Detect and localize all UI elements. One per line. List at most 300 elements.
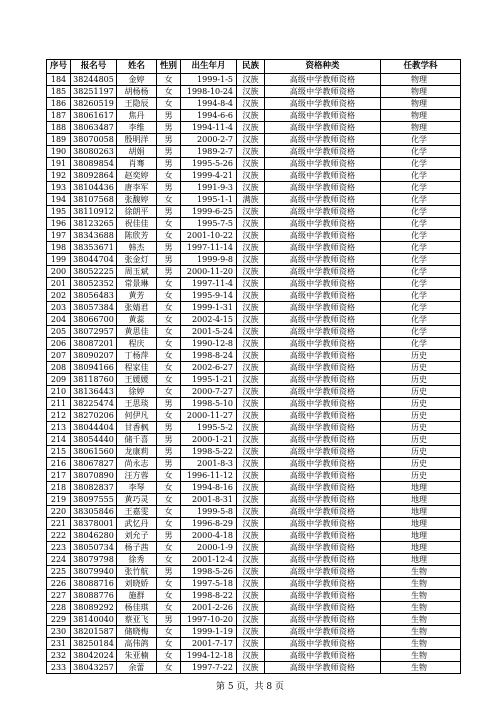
cell-birth-date: 2000-4-18 xyxy=(181,530,237,542)
cell-index: 187 xyxy=(47,110,71,122)
cell-qualification: 高级中学教师资格 xyxy=(265,386,381,398)
cell-qualification: 高级中学教师资格 xyxy=(265,638,381,650)
cell-qualification: 高级中学教师资格 xyxy=(265,230,381,242)
cell-name: 金婷 xyxy=(117,74,157,86)
cell-gender: 男 xyxy=(157,134,181,146)
cell-qualification: 高级中学教师资格 xyxy=(265,554,381,566)
cell-registration-no: 38044404 xyxy=(71,422,117,434)
table-row xyxy=(47,506,461,518)
cell-index: 231 xyxy=(47,638,71,650)
cell-index: 204 xyxy=(47,314,71,326)
cell-birth-date: 1995-9-14 xyxy=(181,290,237,302)
cell-ethnicity: 汉族 xyxy=(237,182,265,194)
cell-name: 黄巧灵 xyxy=(117,494,157,506)
cell-index: 206 xyxy=(47,338,71,350)
cell-gender: 男 xyxy=(157,158,181,170)
cell-subject: 化学 xyxy=(381,290,461,302)
cell-subject: 生物 xyxy=(381,566,461,578)
cell-birth-date: 1997-11-4 xyxy=(181,278,237,290)
cell-ethnicity: 汉族 xyxy=(237,542,265,554)
header-gender: 性别 xyxy=(157,60,181,74)
cell-birth-date: 2002-4-15 xyxy=(181,314,237,326)
cell-birth-date: 1998-8-24 xyxy=(181,350,237,362)
cell-ethnicity: 汉族 xyxy=(237,110,265,122)
cell-index: 219 xyxy=(47,494,71,506)
cell-ethnicity: 汉族 xyxy=(237,134,265,146)
cell-qualification: 高级中学教师资格 xyxy=(265,278,381,290)
cell-qualification: 高级中学教师资格 xyxy=(265,326,381,338)
cell-qualification: 高级中学教师资格 xyxy=(265,626,381,638)
cell-registration-no: 38066700 xyxy=(71,314,117,326)
cell-index: 221 xyxy=(47,518,71,530)
cell-ethnicity: 汉族 xyxy=(237,506,265,518)
cell-qualification: 高级中学教师资格 xyxy=(265,518,381,530)
cell-ethnicity: 汉族 xyxy=(237,98,265,110)
cell-registration-no: 38079940 xyxy=(71,566,117,578)
cell-registration-no: 38082837 xyxy=(71,482,117,494)
cell-registration-no: 38140040 xyxy=(71,614,117,626)
cell-gender: 女 xyxy=(157,194,181,206)
cell-registration-no: 38087201 xyxy=(71,338,117,350)
cell-birth-date: 1998-8-22 xyxy=(181,590,237,602)
cell-index: 229 xyxy=(47,614,71,626)
cell-name: 王嘉雯 xyxy=(117,506,157,518)
cell-ethnicity: 汉族 xyxy=(237,458,265,470)
cell-birth-date: 1990-12-8 xyxy=(181,338,237,350)
cell-birth-date: 1997-10-20 xyxy=(181,614,237,626)
cell-subject: 地理 xyxy=(381,530,461,542)
cell-gender: 男 xyxy=(157,146,181,158)
cell-birth-date: 2000-1-21 xyxy=(181,434,237,446)
cell-index: 197 xyxy=(47,230,71,242)
cell-registration-no: 38378001 xyxy=(71,518,117,530)
table-row xyxy=(47,86,461,98)
table-row xyxy=(47,122,461,134)
cell-subject: 化学 xyxy=(381,314,461,326)
cell-qualification: 高级中学教师资格 xyxy=(265,242,381,254)
cell-registration-no: 38136443 xyxy=(71,386,117,398)
cell-subject: 生物 xyxy=(381,626,461,638)
cell-subject: 化学 xyxy=(381,230,461,242)
cell-ethnicity: 汉族 xyxy=(237,398,265,410)
cell-name: 张竹航 xyxy=(117,566,157,578)
table-row xyxy=(47,74,461,86)
table-row xyxy=(47,662,461,674)
cell-index: 223 xyxy=(47,542,71,554)
table-row xyxy=(47,182,461,194)
cell-ethnicity: 汉族 xyxy=(237,326,265,338)
cell-ethnicity: 汉族 xyxy=(237,530,265,542)
cell-subject: 历史 xyxy=(381,350,461,362)
cell-index: 220 xyxy=(47,506,71,518)
cell-gender: 男 xyxy=(157,110,181,122)
cell-gender: 女 xyxy=(157,470,181,482)
table-row xyxy=(47,278,461,290)
cell-subject: 化学 xyxy=(381,158,461,170)
cell-registration-no: 38225474 xyxy=(71,398,117,410)
cell-qualification: 高级中学教师资格 xyxy=(265,650,381,662)
cell-ethnicity: 汉族 xyxy=(237,626,265,638)
cell-subject: 历史 xyxy=(381,362,461,374)
cell-registration-no: 38123265 xyxy=(71,218,117,230)
table-row xyxy=(47,110,461,122)
cell-gender: 男 xyxy=(157,446,181,458)
cell-birth-date: 1998-10-24 xyxy=(181,86,237,98)
cell-subject: 地理 xyxy=(381,482,461,494)
table-row xyxy=(47,410,461,422)
cell-subject: 化学 xyxy=(381,278,461,290)
header-name: 姓名 xyxy=(117,60,157,74)
cell-qualification: 高级中学教师资格 xyxy=(265,98,381,110)
cell-registration-no: 38063487 xyxy=(71,122,117,134)
cell-subject: 历史 xyxy=(381,410,461,422)
cell-subject: 化学 xyxy=(381,242,461,254)
cell-ethnicity: 汉族 xyxy=(237,614,265,626)
cell-subject: 生物 xyxy=(381,638,461,650)
cell-name: 尚永志 xyxy=(117,458,157,470)
table-row xyxy=(47,422,461,434)
cell-birth-date: 2002-6-27 xyxy=(181,362,237,374)
table-row xyxy=(47,170,461,182)
cell-index: 208 xyxy=(47,362,71,374)
cell-gender: 男 xyxy=(157,458,181,470)
cell-birth-date: 1998-5-22 xyxy=(181,446,237,458)
cell-subject: 地理 xyxy=(381,518,461,530)
cell-name: 杨子茜 xyxy=(117,542,157,554)
cell-ethnicity: 汉族 xyxy=(237,86,265,98)
cell-index: 215 xyxy=(47,446,71,458)
cell-name: 李琴 xyxy=(117,482,157,494)
cell-qualification: 高级中学教师资格 xyxy=(265,182,381,194)
cell-index: 199 xyxy=(47,254,71,266)
cell-name: 甘香枫 xyxy=(117,422,157,434)
table-header-row xyxy=(47,60,461,74)
cell-registration-no: 38088716 xyxy=(71,578,117,590)
cell-registration-no: 38305846 xyxy=(71,506,117,518)
table-row xyxy=(47,458,461,470)
cell-name: 陈欣芳 xyxy=(117,230,157,242)
table-row xyxy=(47,350,461,362)
table-row xyxy=(47,302,461,314)
cell-qualification: 高级中学教师资格 xyxy=(265,206,381,218)
cell-qualification: 高级中学教师资格 xyxy=(265,398,381,410)
cell-gender: 女 xyxy=(157,554,181,566)
cell-registration-no: 38118760 xyxy=(71,374,117,386)
cell-birth-date: 1996-11-12 xyxy=(181,470,237,482)
cell-name: 殷明洋 xyxy=(117,134,157,146)
cell-qualification: 高级中学教师资格 xyxy=(265,482,381,494)
cell-gender: 女 xyxy=(157,638,181,650)
table-row xyxy=(47,134,461,146)
cell-qualification: 高级中学教师资格 xyxy=(265,146,381,158)
cell-ethnicity: 汉族 xyxy=(237,518,265,530)
cell-gender: 女 xyxy=(157,326,181,338)
cell-index: 210 xyxy=(47,386,71,398)
cell-qualification: 高级中学教师资格 xyxy=(265,266,381,278)
cell-qualification: 高级中学教师资格 xyxy=(265,374,381,386)
cell-ethnicity: 汉族 xyxy=(237,422,265,434)
cell-ethnicity: 汉族 xyxy=(237,362,265,374)
cell-registration-no: 38070890 xyxy=(71,470,117,482)
cell-ethnicity: 汉族 xyxy=(237,254,265,266)
cell-ethnicity: 汉族 xyxy=(237,314,265,326)
cell-gender: 女 xyxy=(157,86,181,98)
cell-gender: 女 xyxy=(157,314,181,326)
cell-subject: 化学 xyxy=(381,326,461,338)
cell-index: 185 xyxy=(47,86,71,98)
page-footer: 第 5 页，共 8 页 xyxy=(216,682,284,692)
cell-index: 213 xyxy=(47,422,71,434)
cell-ethnicity: 汉族 xyxy=(237,494,265,506)
header-ethnicity: 民族 xyxy=(237,60,265,74)
cell-ethnicity: 汉族 xyxy=(237,638,265,650)
cell-birth-date: 2000-1-9 xyxy=(181,542,237,554)
cell-birth-date: 1998-5-10 xyxy=(181,398,237,410)
table-row xyxy=(47,482,461,494)
cell-qualification: 高级中学教师资格 xyxy=(265,218,381,230)
table-row xyxy=(47,98,461,110)
cell-registration-no: 38097555 xyxy=(71,494,117,506)
cell-subject: 地理 xyxy=(381,542,461,554)
table-row xyxy=(47,386,461,398)
cell-gender: 女 xyxy=(157,350,181,362)
cell-gender: 男 xyxy=(157,254,181,266)
table-row xyxy=(47,374,461,386)
table-row xyxy=(47,290,461,302)
cell-birth-date: 2001-8-31 xyxy=(181,494,237,506)
cell-subject: 物理 xyxy=(381,110,461,122)
table-row xyxy=(47,494,461,506)
cell-ethnicity: 汉族 xyxy=(237,278,265,290)
cell-name: 胡娟 xyxy=(117,146,157,158)
cell-qualification: 高级中学教师资格 xyxy=(265,458,381,470)
cell-index: 192 xyxy=(47,170,71,182)
cell-index: 201 xyxy=(47,278,71,290)
table-row xyxy=(47,566,461,578)
cell-ethnicity: 汉族 xyxy=(237,74,265,86)
cell-registration-no: 38052352 xyxy=(71,278,117,290)
cell-index: 205 xyxy=(47,326,71,338)
cell-subject: 化学 xyxy=(381,182,461,194)
cell-ethnicity: 汉族 xyxy=(237,122,265,134)
table-row xyxy=(47,326,461,338)
cell-name: 汪方蓉 xyxy=(117,470,157,482)
table-row xyxy=(47,254,461,266)
cell-gender: 男 xyxy=(157,614,181,626)
cell-gender: 女 xyxy=(157,98,181,110)
cell-index: 211 xyxy=(47,398,71,410)
cell-registration-no: 38061560 xyxy=(71,446,117,458)
table-row xyxy=(47,626,461,638)
cell-subject: 化学 xyxy=(381,206,461,218)
cell-index: 188 xyxy=(47,122,71,134)
cell-subject: 历史 xyxy=(381,446,461,458)
cell-name: 胡杨杨 xyxy=(117,86,157,98)
cell-subject: 历史 xyxy=(381,374,461,386)
cell-index: 195 xyxy=(47,206,71,218)
cell-gender: 女 xyxy=(157,578,181,590)
cell-name: 赵奕婷 xyxy=(117,170,157,182)
cell-qualification: 高级中学教师资格 xyxy=(265,494,381,506)
cell-gender: 男 xyxy=(157,242,181,254)
cell-qualification: 高级中学教师资格 xyxy=(265,614,381,626)
cell-registration-no: 38090207 xyxy=(71,350,117,362)
cell-name: 蔡亚飞 xyxy=(117,614,157,626)
cell-index: 216 xyxy=(47,458,71,470)
cell-name: 焦丹 xyxy=(117,110,157,122)
cell-index: 194 xyxy=(47,194,71,206)
cell-registration-no: 38057384 xyxy=(71,302,117,314)
cell-index: 214 xyxy=(47,434,71,446)
cell-birth-date: 2001-8-3 xyxy=(181,458,237,470)
cell-index: 189 xyxy=(47,134,71,146)
cell-index: 193 xyxy=(47,182,71,194)
cell-ethnicity: 汉族 xyxy=(237,446,265,458)
cell-registration-no: 38056483 xyxy=(71,290,117,302)
cell-registration-no: 38052225 xyxy=(71,266,117,278)
cell-name: 杨佳琪 xyxy=(117,602,157,614)
table-row xyxy=(47,434,461,446)
cell-qualification: 高级中学教师资格 xyxy=(265,122,381,134)
table-row xyxy=(47,578,461,590)
cell-birth-date: 1997-11-14 xyxy=(181,242,237,254)
cell-index: 224 xyxy=(47,554,71,566)
cell-qualification: 高级中学教师资格 xyxy=(265,410,381,422)
cell-name: 龙康莉 xyxy=(117,446,157,458)
cell-subject: 化学 xyxy=(381,218,461,230)
cell-gender: 女 xyxy=(157,338,181,350)
cell-registration-no: 38110912 xyxy=(71,206,117,218)
cell-ethnicity: 汉族 xyxy=(237,470,265,482)
table-row xyxy=(47,158,461,170)
cell-birth-date: 1999-1-19 xyxy=(181,626,237,638)
cell-name: 丁杨萍 xyxy=(117,350,157,362)
table-body xyxy=(47,74,461,674)
cell-gender: 女 xyxy=(157,494,181,506)
cell-subject: 生物 xyxy=(381,590,461,602)
table-row xyxy=(47,590,461,602)
cell-gender: 女 xyxy=(157,590,181,602)
table-row xyxy=(47,338,461,350)
cell-index: 202 xyxy=(47,290,71,302)
table-row xyxy=(47,542,461,554)
cell-gender: 女 xyxy=(157,542,181,554)
table-row xyxy=(47,398,461,410)
cell-birth-date: 1999-9-8 xyxy=(181,254,237,266)
cell-qualification: 高级中学教师资格 xyxy=(265,530,381,542)
cell-gender: 男 xyxy=(157,122,181,134)
cell-ethnicity: 汉族 xyxy=(237,230,265,242)
cell-ethnicity: 汉族 xyxy=(237,158,265,170)
cell-name: 张馥婷 xyxy=(117,194,157,206)
cell-birth-date: 2001-7-17 xyxy=(181,638,237,650)
cell-gender: 女 xyxy=(157,518,181,530)
cell-birth-date: 2001-2-26 xyxy=(181,602,237,614)
cell-subject: 生物 xyxy=(381,650,461,662)
header-registration-no: 报名号 xyxy=(71,60,117,74)
cell-name: 储晓梅 xyxy=(117,626,157,638)
cell-index: 186 xyxy=(47,98,71,110)
cell-index: 203 xyxy=(47,302,71,314)
cell-birth-date: 1991-9-3 xyxy=(181,182,237,194)
cell-name: 祝佳佳 xyxy=(117,218,157,230)
cell-name: 常景琳 xyxy=(117,278,157,290)
cell-name: 韩杰 xyxy=(117,242,157,254)
cell-birth-date: 1999-1-31 xyxy=(181,302,237,314)
cell-index: 233 xyxy=(47,662,71,674)
cell-registration-no: 38061617 xyxy=(71,110,117,122)
cell-qualification: 高级中学教师资格 xyxy=(265,590,381,602)
table-row xyxy=(47,194,461,206)
cell-gender: 男 xyxy=(157,530,181,542)
cell-registration-no: 38250184 xyxy=(71,638,117,650)
cell-name: 刘晓娇 xyxy=(117,578,157,590)
cell-subject: 生物 xyxy=(381,662,461,674)
cell-gender: 女 xyxy=(157,386,181,398)
cell-index: 226 xyxy=(47,578,71,590)
cell-qualification: 高级中学教师资格 xyxy=(265,350,381,362)
cell-birth-date: 1998-5-26 xyxy=(181,566,237,578)
cell-name: 王媛媛 xyxy=(117,374,157,386)
cell-gender: 女 xyxy=(157,170,181,182)
cell-subject: 地理 xyxy=(381,506,461,518)
cell-qualification: 高级中学教师资格 xyxy=(265,362,381,374)
table-row xyxy=(47,470,461,482)
table-row xyxy=(47,218,461,230)
cell-name: 李维 xyxy=(117,122,157,134)
table-row xyxy=(47,146,461,158)
cell-qualification: 高级中学教师资格 xyxy=(265,254,381,266)
roster-page xyxy=(46,59,460,674)
cell-subject: 生物 xyxy=(381,578,461,590)
cell-birth-date: 1995-7-5 xyxy=(181,218,237,230)
cell-index: 217 xyxy=(47,470,71,482)
cell-registration-no: 38080263 xyxy=(71,146,117,158)
cell-registration-no: 38094166 xyxy=(71,362,117,374)
cell-gender: 男 xyxy=(157,182,181,194)
cell-qualification: 高级中学教师资格 xyxy=(265,434,381,446)
cell-subject: 物理 xyxy=(381,122,461,134)
cell-ethnicity: 汉族 xyxy=(237,602,265,614)
cell-index: 222 xyxy=(47,530,71,542)
cell-birth-date: 1994-8-4 xyxy=(181,98,237,110)
cell-index: 227 xyxy=(47,590,71,602)
cell-index: 225 xyxy=(47,566,71,578)
cell-gender: 女 xyxy=(157,74,181,86)
cell-index: 207 xyxy=(47,350,71,362)
cell-name: 武忆丹 xyxy=(117,518,157,530)
cell-subject: 物理 xyxy=(381,74,461,86)
cell-birth-date: 1995-1-21 xyxy=(181,374,237,386)
cell-qualification: 高级中学教师资格 xyxy=(265,134,381,146)
cell-birth-date: 1999-6-25 xyxy=(181,206,237,218)
cell-name: 徐婷 xyxy=(117,386,157,398)
cell-registration-no: 38089292 xyxy=(71,602,117,614)
cell-registration-no: 38092864 xyxy=(71,170,117,182)
cell-ethnicity: 汉族 xyxy=(237,554,265,566)
header-qualification: 资格种类 xyxy=(265,60,381,74)
cell-index: 184 xyxy=(47,74,71,86)
table-row xyxy=(47,638,461,650)
cell-registration-no: 38104436 xyxy=(71,182,117,194)
cell-ethnicity: 汉族 xyxy=(237,338,265,350)
cell-ethnicity: 汉族 xyxy=(237,374,265,386)
cell-index: 212 xyxy=(47,410,71,422)
cell-gender: 男 xyxy=(157,266,181,278)
cell-ethnicity: 汉族 xyxy=(237,386,265,398)
cell-qualification: 高级中学教师资格 xyxy=(265,170,381,182)
table-row xyxy=(47,518,461,530)
